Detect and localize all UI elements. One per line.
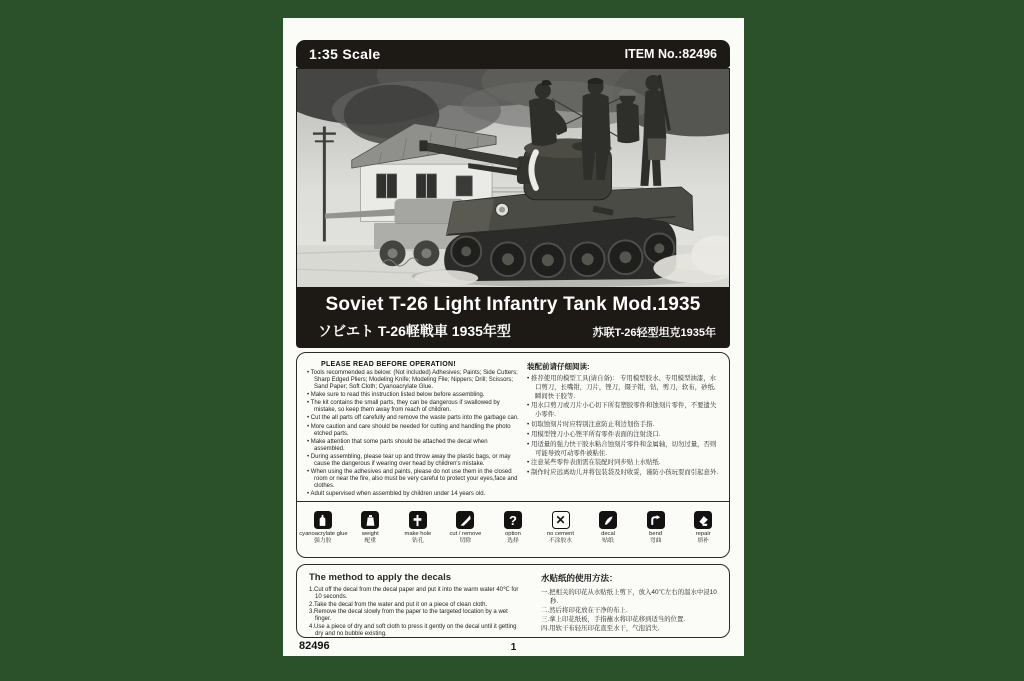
instruction-sheet — [283, 18, 744, 656]
page-number: 1 — [510, 642, 517, 653]
decal-step-zh: 一.把相关的印花从水贴纸上剪下，放入40℃左右的温水中浸10秒. — [541, 589, 717, 606]
decal-method-heading-en: The method to apply the decals — [309, 572, 451, 583]
safety-note-zh: • 用水口剪刀或刀片小心切下所有塑胶零件和蚀刻片零件，不要遗失小零件. — [527, 402, 721, 420]
safety-note-zh: • 推荐使用的模型工具(请自备)： 专用模型胶水、专用模型油漆，水口剪刀，长嘴钳，刀片，锉刀，镊子钳，钻，剪刀，软布，砂纸,瞬间快干胶等. — [527, 375, 721, 401]
repair-icon — [694, 511, 712, 529]
separator-line — [297, 501, 729, 502]
decal-step-en: 1.Cut off the decal from the decal paper and put it into the warm water 40℃ for 10 seconds. — [309, 587, 519, 601]
top-bar — [296, 40, 730, 68]
legend-item-glue — [299, 511, 346, 545]
legend-item-decal — [585, 511, 632, 545]
safety-note-en: • When using the adhesives and paints, please do not use them in the closed room or near the fire, also must be very careful to protect your eyes,face and clothes. — [307, 469, 519, 490]
legend-label-en: make hole — [404, 531, 432, 537]
kit-title-japanese: ソビエト T-26軽戦車 1935年型 — [318, 323, 511, 339]
legend-label-en: cut / remove — [449, 531, 482, 537]
safety-note-en: • More caution and care should be needed for cutting and handling the photo etched parts. — [307, 424, 519, 438]
decal-step-en: 2.Take the decal from the water and put it on a piece of clean cloth. — [309, 601, 488, 608]
scale-label: 1:35 Scale — [309, 46, 381, 62]
question-icon: ? — [504, 511, 522, 529]
safety-note-en: • Make sure to read this instruction listed below before assembling. — [307, 392, 519, 399]
legend-label-zh: 钻孔 — [412, 537, 424, 544]
decal-instructions-panel — [296, 564, 730, 638]
legend-label-zh: 切除 — [459, 537, 472, 544]
legend-label-zh: 填补 — [697, 537, 709, 544]
decal-step-zh: 二.然后将印花放在干净的布上. — [541, 607, 628, 615]
bend-icon — [647, 511, 665, 529]
decal-step-zh: 三.拿上印花纸板，手指蘸水将印花移到适当的位置. — [541, 616, 686, 624]
legend-label-en: weight — [361, 531, 379, 537]
read-before-heading-en: PLEASE READ BEFORE OPERATION! — [321, 361, 456, 368]
safety-notes-panel — [296, 352, 730, 558]
kit-title-chinese: 苏联T-26轻型坦克1935年 — [592, 327, 716, 339]
safety-note-zh: • 注意某些零件表面需在装配时同步贴上水贴纸. — [527, 459, 721, 468]
safety-note-zh: • 用适量的强力快干胶水粘合蚀刻片零件和金属轴，切勿过量，否则可能导致可动零件被粘住. — [527, 441, 721, 459]
safety-note-en: • Cut the all parts off carefully and remove the waste parts into the garbage can. — [307, 415, 519, 422]
legend-label-zh: 强力胶 — [314, 537, 332, 544]
safety-note-en: • Adult supervised when assembled by children under 14 years old. — [307, 491, 519, 498]
kit-subtitle-row — [296, 316, 730, 341]
legend-label-en: no cement — [546, 531, 575, 537]
sheet-footer — [296, 638, 731, 656]
tank-scene-art — [297, 69, 729, 287]
title-block — [296, 288, 730, 348]
knife-icon — [456, 511, 474, 529]
decal-method-heading-zh: 水贴纸的使用方法： — [541, 573, 618, 583]
safety-note-en: • During assembling, please tear up and throw away the plastic bags, or may cause the dangerous if wearing over head by children's mistake. — [307, 454, 519, 468]
decal-step-zh: 四.用软干布轻压印花直至水干，气泡消失. — [541, 625, 660, 633]
legend-item-cut — [442, 511, 489, 545]
legend-label-zh: 配重 — [364, 537, 377, 544]
read-before-heading-zh: 装配前请仔细阅读: — [527, 362, 590, 371]
legend-item-no-cement — [537, 511, 584, 545]
safety-notes-columns — [297, 353, 729, 499]
safety-note-en: • Make attention that some parts should be attached the decal when assembled. — [307, 439, 519, 453]
legend-item-bend — [632, 511, 679, 545]
safety-notes-chinese — [527, 361, 721, 499]
weight-icon — [361, 511, 379, 529]
legend-item-repair — [680, 511, 727, 545]
legend-label-en: bend — [649, 531, 663, 537]
safety-note-en: • Tools recommended as below: (Not included) Adhesives; Paints; Side Cutters; Sharp Edged Pliers; Modeling Knife; Modeling File; Nippers; Drill; Scissors; Sand Paper; Soft Cloth; Cyanoacrylate Glue. — [307, 370, 519, 391]
decal-step-en: 3.Remove the decal slowly from the paper to the targeted location by a wet finger. — [309, 608, 508, 623]
safety-notes-english — [307, 361, 527, 499]
legend-label-en: repair — [695, 531, 711, 537]
item-number-label: ITEM No.:82496 — [624, 47, 717, 61]
glue-icon — [314, 511, 332, 529]
legend-label-zh: 选择 — [507, 537, 519, 544]
legend-label-en: decal — [601, 531, 615, 537]
decal-step-en: 4.Use a piece of dry and soft cloth to press it gently on the decal until it getting dry and no bubble existing. — [309, 623, 517, 637]
safety-note-zh: • 用模型锉刀小心锉平所有零件表面的注射浇口. — [527, 431, 721, 440]
legend-item-option — [489, 511, 536, 545]
safety-note-en: • The kit contains the small parts, they can be dangerous if swallowed by mistake, so keep them away from reach of children. — [307, 400, 519, 414]
legend-label-zh: 弯曲 — [649, 537, 662, 544]
decal-method-english — [309, 572, 527, 637]
drill-icon — [409, 511, 427, 529]
legend-label-en: option — [505, 531, 521, 537]
kit-title: Soviet T-26 Light Infantry Tank Mod.1935 — [325, 294, 701, 315]
safety-note-zh: • 切取蚀刻片时应特别注意防止利边划伤手指. — [527, 421, 721, 430]
legend-label-zh: 不涂胶水 — [548, 537, 573, 544]
no-cement-icon: ✕ — [552, 511, 570, 529]
legend-item-weight — [347, 511, 394, 545]
safety-note-zh: • 制作时应远离幼儿并将包装袋及时收妥，谨防小孩玩耍而引起意外. — [527, 469, 721, 478]
legend-label-zh: 贴纸 — [602, 537, 614, 544]
decal-icon — [599, 511, 617, 529]
box-art-illustration — [296, 68, 730, 288]
footer-item-number: 82496 — [299, 640, 330, 652]
legend-item-make-hole — [394, 511, 441, 545]
symbol-legend — [299, 505, 727, 555]
legend-label-en: cyanoacrylate glue — [299, 531, 348, 537]
decal-method-chinese — [527, 572, 719, 637]
